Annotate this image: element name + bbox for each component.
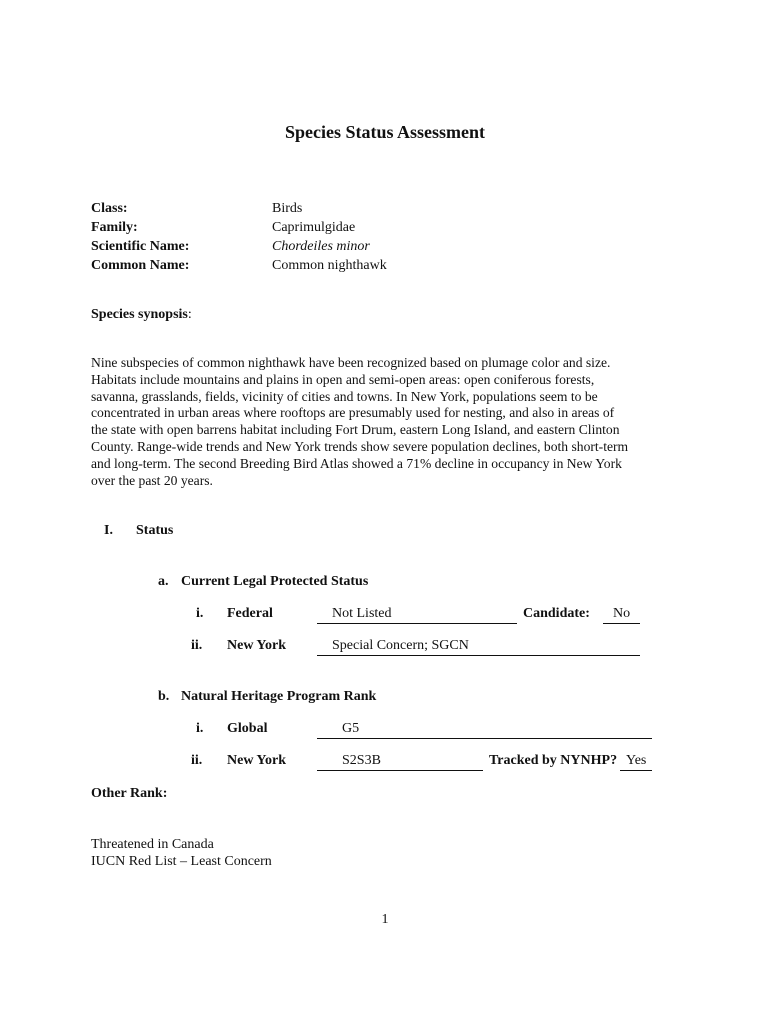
synopsis-heading-colon: : [187, 307, 192, 322]
ny-rank-numeral: ii. [191, 753, 203, 768]
common-name-label: Common Name: [91, 258, 190, 273]
federal-label: Federal [227, 606, 273, 621]
ny-rank-value: S2S3B [342, 753, 381, 768]
candidate-field [603, 606, 640, 624]
common-name-value: Common nighthawk [272, 258, 387, 273]
global-label: Global [227, 721, 268, 736]
page-number: 1 [381, 912, 389, 927]
global-rank-value: G5 [342, 721, 360, 736]
scientific-name-value: Chordeiles minor [272, 239, 370, 254]
synopsis-line: Nine subspecies of common nighthawk have been recognized based on plumage color and size. [91, 355, 611, 370]
synopsis-line: over the past 20 years. [91, 472, 213, 488]
tracked-field [620, 753, 652, 771]
class-label: Class: [91, 201, 128, 216]
ny-legal-numeral: ii. [191, 638, 203, 653]
synopsis-line: concentrated in urban areas where rooftops are presumably used for nesting, and also in areas of [91, 405, 615, 421]
ny-rank-field [317, 753, 483, 771]
synopsis-line: County. Range-wide trends and New York trends show severe population declines, both short-term [91, 438, 629, 454]
federal-status-field [317, 606, 517, 624]
ny-legal-status-value: Special Concern; SGCN [332, 638, 469, 653]
synopsis-heading-text: Species synopsis [91, 307, 188, 322]
other-rank-item: Threatened in Canada [91, 837, 214, 852]
federal-numeral: i. [196, 606, 204, 621]
subsection-letter-a: a. [158, 574, 169, 589]
section-numeral: I. [104, 523, 113, 538]
global-numeral: i. [196, 721, 204, 736]
synopsis-heading [91, 307, 192, 323]
page-title: Species Status Assessment [284, 122, 485, 142]
class-value: Birds [272, 201, 303, 216]
candidate-value: No [613, 606, 631, 621]
subsection-letter-b: b. [158, 689, 170, 704]
global-rank-field [317, 721, 652, 739]
synopsis-line: the state with open barrens habitat including Fort Drum, eastern Long Island, and eastern Clinton [91, 422, 620, 438]
federal-status-value: Not Listed [332, 606, 392, 621]
synopsis-paragraph [91, 355, 691, 489]
candidate-label: Candidate: [523, 606, 590, 621]
synopsis-line: savanna, grasslands, fields, vicinity of cities and towns. In New York, populations seem to be [91, 388, 598, 404]
other-rank-label: Other Rank: [91, 786, 168, 801]
heritage-rank-heading: Natural Heritage Program Rank [181, 689, 377, 704]
synopsis-line: and long-term. The second Breeding Bird Atlas showed a 71% decline in occupancy in New York [91, 455, 622, 471]
legal-status-heading: Current Legal Protected Status [181, 574, 369, 589]
family-value: Caprimulgidae [272, 220, 356, 235]
ny-legal-status-field [317, 638, 640, 656]
scientific-name-label: Scientific Name: [91, 239, 190, 254]
tracked-label: Tracked by NYNHP? [489, 753, 618, 768]
section-title: Status [136, 523, 174, 538]
other-rank-item: IUCN Red List – Least Concern [91, 854, 272, 869]
family-label: Family: [91, 220, 138, 235]
synopsis-line: Habitats include mountains and plains in open and semi-open areas: open coniferous forests, [91, 371, 595, 387]
ny-rank-label: New York [227, 753, 286, 768]
ny-legal-label: New York [227, 638, 286, 653]
tracked-value: Yes [626, 753, 647, 768]
